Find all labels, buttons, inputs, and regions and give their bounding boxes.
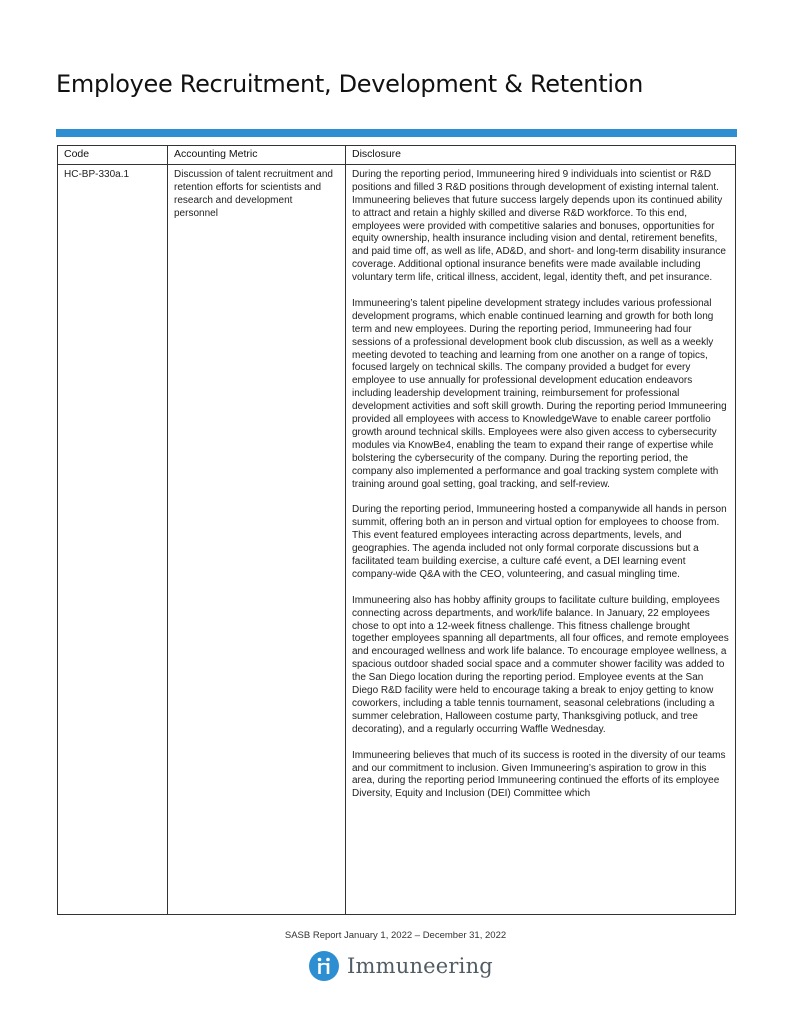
immuneering-logo-icon	[309, 951, 339, 981]
disclosure-paragraph-dei: Immuneering believes that much of its success is rooted in the diversity of our teams and our commitment to inclusion. Given Immuneering’s aspiration to grow in this area, during the reporting period Immuneering continued the efforts of its employee Diversity, Equity and Inclusion (DEI) Committee which	[352, 749, 726, 800]
header-accounting-metric: Accounting Metric	[168, 146, 346, 165]
cell-code	[58, 164, 168, 914]
header-code: Code	[58, 146, 168, 165]
table-header-row	[58, 146, 736, 165]
table-row	[58, 164, 736, 914]
disclosure-paragraph-recruitment: During the reporting period, Immuneering hired 9 individuals into scientist or R&D positions and filled 3 R&D positions through development of existing internal talent. Immuneering believes that future success largely depends upon its continued ability to attract and retain a highly skilled and diverse R&D workforce. To this end, employees were provided with competitive salaries and bonuses, opportunities for equity ownership, health insurance including vision and dental, retirement benefits, and paid time off, as well as life, AD&D, and short- and long-term disability insurance coverage. Additional optional insurance benefits were made available including voluntary term life, critical illness, accident, legal, identity theft, and pet insurance.	[352, 168, 726, 284]
disclosure-text	[352, 169, 729, 914]
report-period-footer: SASB Report January 1, 2022 – December 31, 2022	[284, 930, 507, 941]
cell-disclosure	[346, 164, 736, 914]
logo-wordmark: Immuneering	[347, 954, 493, 978]
disclosure-paragraph-summit: During the reporting period, Immuneering hosted a companywide all hands in person summit, offering both an in person and virtual option for employees to choose from. This event featured employees interacting across departments, levels, and geographies. The agenda included not only formal corporate discussions but a facilitated team building exercise, a culture café event, a DEI learning event company-wide Q&A with the CEO, volunteering, and casual mingling time.	[352, 504, 727, 580]
header-disclosure: Disclosure	[346, 146, 736, 165]
disclosure-paragraph-culture: Immuneering also has hobby affinity groups to facilitate culture building, employees connecting across departments, and work/life balance. In January, 22 employees chose to opt into a 12-week fitness challenge. This fitness challenge brought together employees spanning all departments, all four offices, and remote employees and encouraged wellness and work life balance. To encourage employee wellness, a spacious outdoor shaded social space and a commuter shower facility was added to the San Diego location during the reporting period. Employee events at the San Diego R&D facility were held to encourage taking a break to enjoy getting to know coworkers, including a table tennis tournament, seasonal celebrations (including a summer celebration, Halloween costume party, Thanksgiving potluck, and tree decorating), and a regularly occurring Waffle Wednesday.	[352, 594, 729, 735]
disclosure-paragraph-development: Immuneering’s talent pipeline development strategy includes various professional development programs, which enable continued learning and growth for both long term and new employees. During the reporting period, Immuneering had four sessions of a professional development book club discussion, as well as a weekly meeting devoted to teaching and learning from one another on a range of topics, focused largely on technical skills. The company provided a budget for every employee to use annually for professional development education endeavors including leadership development training, reimbursement for professional development activities and soft skill growth. During the reporting period Immuneering provided all employees with access to KnowledgeWave to enable career portfolio growth around technical skills. Employees were also given access to cybersecurity modules via KnowBe4, enabling the team to expand their range of expertise while bolstering the cybersecurity of the company. During the reporting period, the company also implemented a performance and goal tracking system complete with training around goal setting, goal tracking, and self-review.	[352, 297, 727, 490]
disclosure-table	[57, 145, 736, 915]
metric-code: HC-BP-330a.1	[64, 168, 130, 180]
metric-description: Discussion of talent recruitment and retention efforts for scientists and research and development personnel	[174, 168, 333, 219]
company-logo	[309, 950, 493, 982]
page-title: Employee Recruitment, Development & Retention	[56, 70, 643, 98]
title-accent-bar	[56, 129, 737, 137]
cell-accounting-metric	[168, 164, 346, 914]
